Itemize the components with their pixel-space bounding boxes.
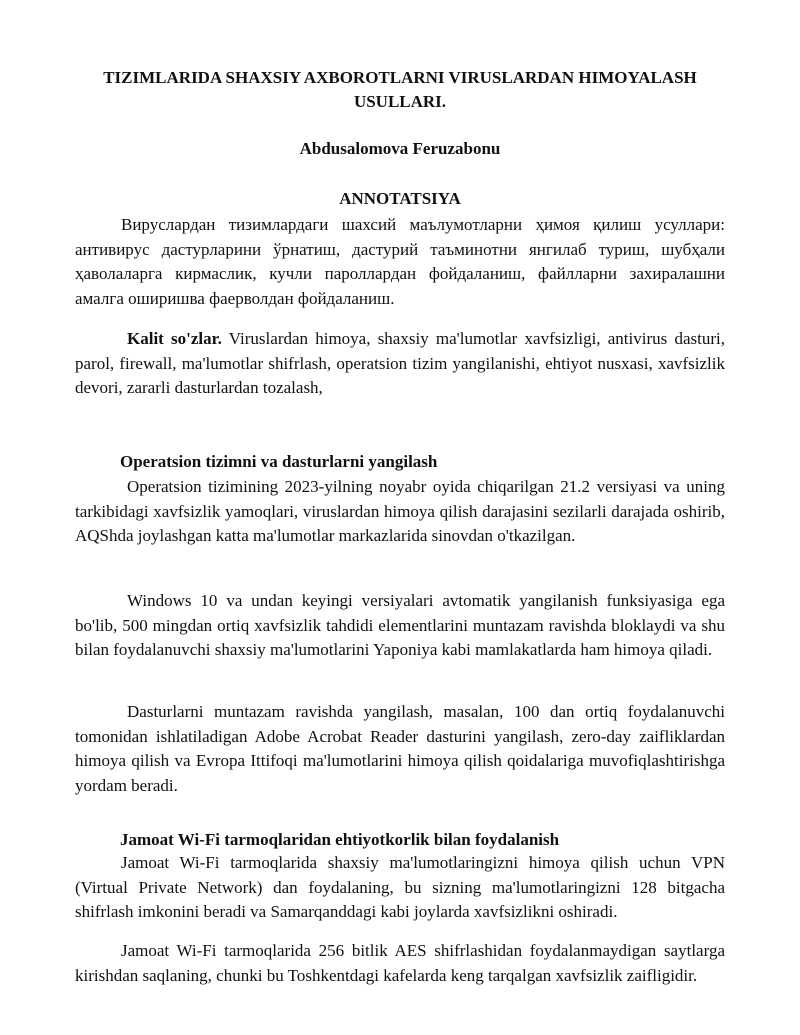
author-name: Abdusalomova Feruzabonu — [299, 139, 501, 158]
keywords-label: Kalit so'zlar. — [127, 329, 222, 348]
document-title: TIZIMLARIDA SHAXSIY AXBOROTLARNI VIRUSLARDAN HIMOYALASH USULLARI. — [103, 68, 697, 111]
annotation-heading: ANNOTATSIYA — [339, 189, 461, 208]
section-heading-public-wifi: Jamoat Wi-Fi tarmoqlaridan ehtiyotkorlik bilan foydalanish — [120, 830, 560, 849]
annotation-text: Вируслардан тизимлардаги шахсий маълумотларни ҳимоя қилиш усуллари: антивирус дастурларини ўрнатиш, дастурий таъминотни янгилаб туриш, шубҳали ҳаволаларга кирмаслик, кучли пароллардан фойдаланиш, файлларни захиралашни амалга оширишва фаерволдан фойдаланиш. — [75, 215, 725, 308]
section1-paragraph-3: Dasturlarni muntazam ravishda yangilash, masalan, 100 dan ortiq foydalanuvchi tomonidan ishlatiladigan Adobe Acrobat Reader dasturini yangilash, zero-day zaifliklardan himoya qilish va Evropa Ittifoqi ma'lumotlarini himoya qilish qoidalariga muvofiqlashtirishga yordam beradi. — [75, 702, 725, 795]
section2-paragraph-2: Jamoat Wi-Fi tarmoqlarida 256 bitlik AES shifrlashidan foydalanmaydigan saytlarga kirishdan saqlaning, chunki bu Toshkentdagi kafelarda keng tarqalgan xavfsizlik zaifligidir. — [75, 941, 725, 985]
keywords-text: Viruslardan himoya, shaxsiy ma'lumotlar xavfsizligi, antivirus dasturi, parol, firewall, ma'lumotlar shifrlash, operatsion tizim yangilanishi, ehtiyot nusxasi, xavfsizlik devori, zararli dasturlardan tozalash, — [75, 329, 725, 397]
section2-paragraph-1: Jamoat Wi-Fi tarmoqlarida shaxsiy ma'lumotlaringizni himoya qilish uchun VPN (Virtual Private Network) dan foydalaning, bu sizning ma'lumotlaringizni 128 bitgacha shifrlash imkonini beradi va Samarqanddagi kabi joylarda xavfsizlikni oshiradi. — [75, 853, 725, 921]
keywords-paragraph — [75, 327, 725, 401]
section1-paragraph-1: Operatsion tizimining 2023-yilning noyabr oyida chiqarilgan 21.2 versiyasi va uning tarkibidagi xavfsizlik yamoqlari, viruslardan himoya qilish darajasini sezilarli darajada oshirib, AQShda joylashgan katta ma'lumotlar markazlarida sinovdan o'tkazilgan. — [75, 477, 725, 545]
section-heading-os-update: Operatsion tizimni va dasturlarni yangilash — [120, 452, 438, 471]
section1-paragraph-2: Windows 10 va undan keyingi versiyalari avtomatik yangilanish funksiyasiga ega bo'lib, 500 mingdan ortiq xavfsizlik tahdidi elementlarini muntazam ravishda bloklaydi va shu bilan foydalanuvchi shaxsiy ma'lumotlarini Yaponiya kabi mamlakatlarda ham himoya qiladi. — [75, 591, 725, 659]
